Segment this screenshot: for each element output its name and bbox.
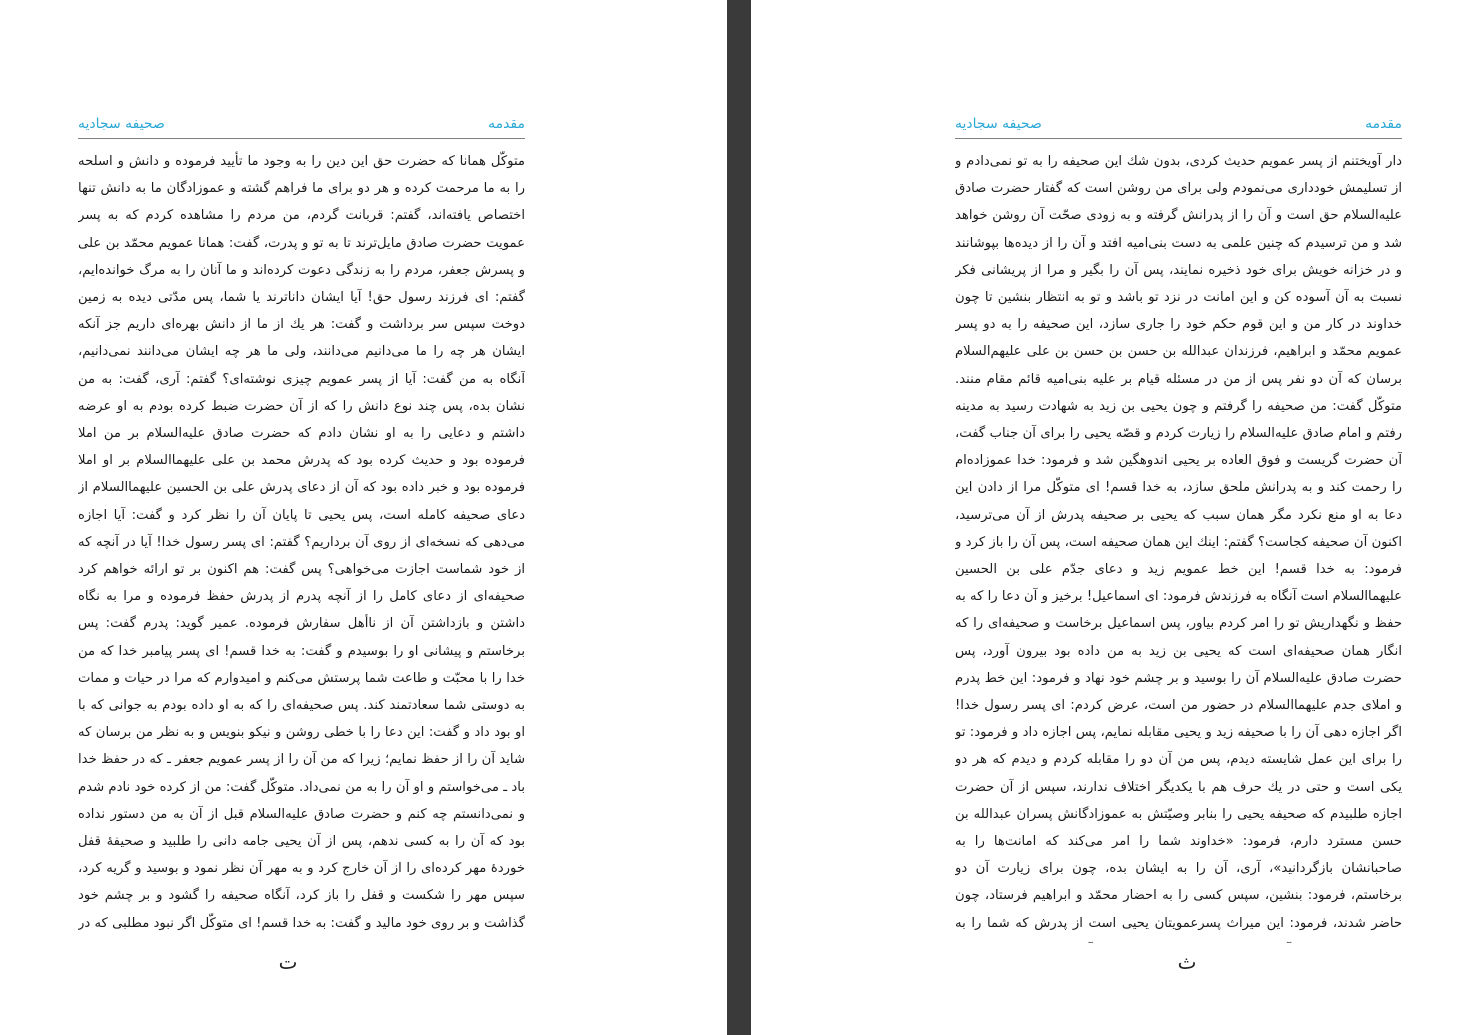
- left-page: [0, 0, 727, 1035]
- body-text: [78, 148, 525, 943]
- header-chapter-title: مقدمه: [488, 116, 525, 132]
- paragraph: دار آویختنم از پسر عمویم حدیث کردی، بدون شك این صحیفه را به تو نمی‌دادم و از تسلیمش خودداری می‌نمودم ولی برای من روشن است که گفتار حضرت صادق علیه‌السلام حق است و آن را از پدرانش گرفته و به زودی صحّت آن روشن خواهد شد و من ترسیدم که چنین علمی به دست بنی‌امیه افتد و آن را از دیده‌ها بپوشانند و در خزانه خویش برای خود ذخیره نمایند، پس آن را بگیر و مرا از پریشانی فکر نسبت به آن آسوده کن و این امانت در نزد تو باشد و تو به انتظار بنشین تا چون خداوند در کار من و این قوم حکم خود را جاری سازد، این صحیفه را به دو پسر عمویم محمّد و ابراهیم، فرزندان عبدالله بن حسن بن حسن بن علی علیهم‌السلام برسان که آن دو نفر پس از من در مسئله قیام بر علیه بنی‌امیه قائم مقام منند. متوکّل گفت: من صحیفه را گرفتم و چون یحیی بن زید به شهادت رسید به مدینه رفتم و امام صادق علیه‌السلام را زیارت کردم و قصّه یحیی را برای آن جناب گفت، آن حضرت گریست و فوق العاده بر یحیی اندوهگین شد و فرمود: خدا عموزاده‌ام را رحمت کند و به پدرانش ملحق سازد، به خدا قسم! ای متوکّل مرا از دادن این دعا به او منع نکرد مگر همان سبب که یحیی بر صحیفه پدرش از آن می‌ترسید، اکنون آن صحیفه کجاست؟ گفتم: اینك این همان صحیفه است، پس آن را باز کرد و فرمود: به خدا قسم! این خط عمویم زید و دعای جدّم علی بن الحسین علیهماالسلام است آنگاه به فرزندش فرمود: ای اسماعیل! برخیز و آن دعا را که به حفظ و نگهداریش تو را امر کردم بیاور، پس اسماعیل برخاست و صحیفه‌ای را که انگار همان صحیفه‌ای است که یحیی بن زید به من داده بود بیرون آورد، پس حضرت صادق علیه‌السلام آن را بوسید و بر چشم خود نهاد و فرمود: این خط پدرم و املای جدم علیهماالسلام در حضور من است، عرض کردم: ای پسر رسول خدا! اگر اجازه دهی آن را با صحیفه زید و یحیی مقابله نمایم، پس اجازه داد و فرمود: تو را برای این عمل شایسته دیدم، پس من آن دو را مقابله کردم و دیدم که هر دو یکی است و حتی در یك حرف هم با یکدیگر اختلاف ندارند، سپس از آن حضرت اجازه طلبیدم که صحیفه یحیی را بنابر وصیّتش به عموزادگانش پسران عبدالله بن حسن مسترد دارم، فرمود: «خداوند شما را امر می‌کند که امانت‌ها را به صاحبانشان بازگردانید»، آری، آن را به ایشان بده، چون برای زیارت آن دو برخاستم، فرمود: بنشین، سپس کسی را به احضار محمّد و ابراهیم فرستاد، چون حاضر شدند، فرمود: این میراث پسرعمویتان یحیی است از پدرش که شما را به: [955, 154, 1402, 931]
- book-gutter: [727, 0, 751, 1035]
- running-header: [78, 108, 525, 139]
- paragraph: متوکّل همانا که حضرت حق این دین را به وجود ما تأیید فرموده و دانش و اسلحه را به ما مرحمت کرده و هر دو برای ما فراهم گشته و عموزادگان ما به دانش تنها اختصاص یافته‌اند، گفتم: قربانت گردم، من مردم را مشاهده کردم که به پسر عمویت حضرت صادق مایل‌ترند تا به تو و پدرت، گفت: همانا عمویم محمّد بن علی و پسرش جعفر، مردم را به زندگی دعوت کرده‌اند و ما آنان را به مرگ خوانده‌ایم، گفتم: ای فرزند رسول حق! آیا ایشان داناترند یا شما، پس مدّتی دیده به زمین دوخت سپس سر برداشت و گفت: هر یك از ما از دانش بهره‌ای داریم جز آنکه ایشان هر چه را ما می‌دانیم می‌دانند، ولی ما هر چه ایشان می‌دانند نمی‌دانیم، آنگاه به من گفت: آیا از پسر عمویم چیزی نوشته‌ای؟ گفتم: آری، گفت: به من نشان بده، پس چند نوع دانش را که از آن حضرت ضبط کرده بودم به او عرضه داشتم و دعایی را به او نشان دادم که حضرت صادق علیه‌السلام بر من املا فرموده بود و حدیث کرده بود که پدرش محمد بن علی علیهماالسلام بر او املا فرموده بود و خبر داده بود که آن از دعای پدرش علی بن الحسین علیهماالسلام از دعای صحیفه کامله است، پس یحیی تا پایان آن را نظر کرد و گفت: آیا اجازه می‌دهی که نسخه‌ای از روی آن برداریم؟ گفتم: ای پسر رسول خدا! آیا در آنچه که از خود شماست اجازت می‌خواهی؟ پس گفت: هم اکنون بر تو ارائه خواهم کرد صحیفه‌ای از دعای کامل را از آنچه پدرم از پدرش حفظ فرموده و مرا به نگاه داشتن و بازداشتن آن از ناأهل سفارش فرموده. عمیر گوید: پدرم گفت: پس برخاستم و پیشانی او را بوسیدم و گفت: به خدا قسم! ای پسر پیامبر خدا که من خدا را با محبّت و طاعت شما پرستش می‌کنم و امیدوارم که مرا در حیات و ممات به دوستی شما سعادتمند کند. پس صحیفه‌ای را که به او داده بودم به جوانی که با او بود داد و گفت: این دعا را با خطی روشن و نیکو بنویس و به نظر من برسان که شاید آن را از حفظ نمایم؛ زیرا که من آن را از پسر عمویم جعفر ـ که در حفظ خدا باد ـ می‌خواستم و او آن را به من نمی‌داد. متوکّل گفت: من از کرده خود نادم شدم و نمی‌دانستم چه کنم و حضرت صادق علیه‌السلام قبل از آن به من دستور نداده بود که آن را به کسی ندهم، پس از آن یحیی جامه دانی را طلبید و صحیفهٔ قفل خوردهٔ مهر کرده‌ای را از آن خارج کرد و به مهر آن نظر نمود و بوسید و گریه کرد، سپس مهر را شکست و قفل را باز کرد، آنگاه صحیفه را گشود و بر چشم خود گذاشت و بر روی خود مالید و گفت: به خدا قسم! ای متوکّل اگر نبود مطلبی که در: [78, 154, 525, 931]
- running-header: [955, 108, 1402, 139]
- page-number: ث: [1177, 950, 1197, 974]
- right-page: [751, 0, 1484, 1035]
- header-chapter-title: مقدمه: [1365, 116, 1402, 132]
- header-book-title: صحیفه سجادیه: [78, 116, 165, 132]
- body-text: [955, 148, 1402, 943]
- page-number: ت: [278, 950, 298, 974]
- header-book-title: صحیفه سجادیه: [955, 116, 1042, 132]
